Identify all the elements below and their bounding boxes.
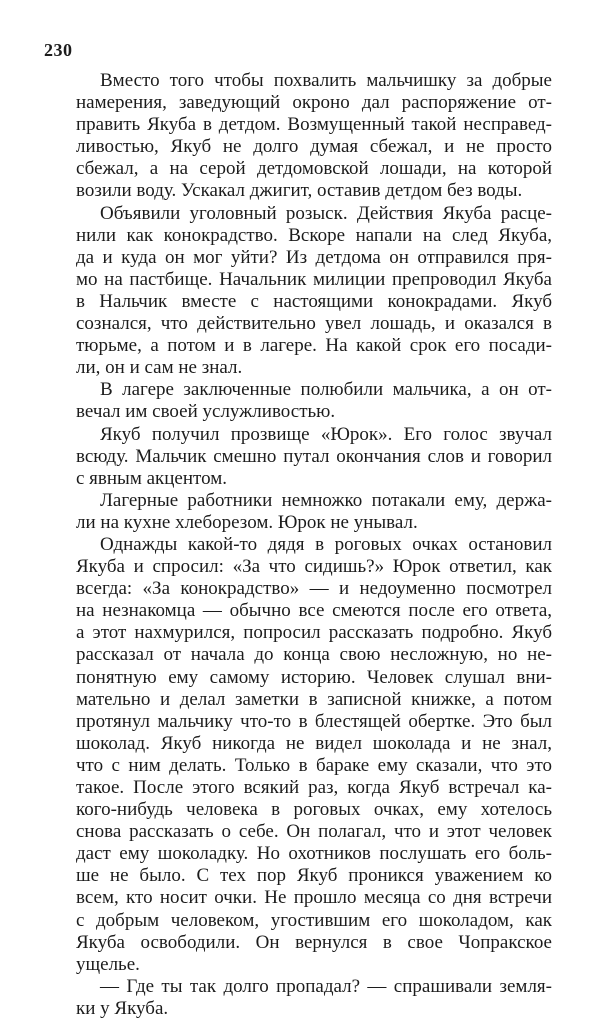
text-line: сознался, что действительно увел лошадь, и оказался в [76, 313, 552, 335]
text-line: — Где ты так долго пропадал? — спрашивали земля- [100, 975, 552, 997]
text-line: на незнакомца — обычно все смеются после его ответа, [76, 600, 552, 622]
text-line: такое. После этого всякий раз, когда Якуб встречал ка- [76, 777, 552, 798]
text-line: ущелье. [76, 953, 140, 975]
text-line: В лагере заключенные полюбили мальчика, а он от- [100, 379, 552, 401]
text-line: кого-нибудь человека в роговых очках, ему хотелось [76, 799, 552, 821]
text-line: протянул мальчику что-то в блестящей обертке. Это был [76, 710, 552, 732]
text-line: шоколад. Якуб никогда не видел шоколада и не знал, [76, 732, 552, 754]
text-line: всегда: «За конокрадство» — и недоуменно посмотрел [76, 578, 552, 600]
text-line: ли на кухне хлеборезом. Юрок не унывал. [76, 511, 418, 533]
text-line: что с ним делать. Только в бараке ему сказали, что это [76, 754, 552, 776]
text-line: вечал им своей услужливостью. [76, 401, 336, 423]
text-line: с добрым человеком, угостившим его шоколадом, как [76, 909, 552, 931]
text-line: Якуба освободили. Он вернулся в свое Чопракское [76, 931, 552, 953]
text-line: мательно и делал заметки в записной книжке, а потом [76, 688, 552, 710]
text-line: править Якуба в детдом. Возмущенный такой несправед- [76, 114, 552, 136]
text-line: намерения, заведующий окроно дал распоряжение от- [76, 92, 552, 114]
text-line: возили воду. Ускакал джигит, оставив детдом без воды. [76, 180, 523, 202]
text-line: Лагерные работники немножко потакали ему, держа- [100, 489, 552, 511]
text-line: да и куда он мог уйти? Из детдома он отправился пря- [76, 246, 552, 268]
text-line: Вместо того чтобы похвалить мальчишку за добрые [100, 70, 552, 91]
body-text [76, 70, 552, 1020]
text-line: Объявили уголовный розыск. Действия Якуба расце- [100, 202, 552, 224]
text-line: в Нальчик вместе с настоящими конокрадами. Якуб [76, 290, 552, 312]
text-line: снова рассказать о себе. Он полагал, что и этот человек [76, 821, 552, 843]
text-line: рассказал от начала до конца свою несложную, но не- [76, 644, 552, 666]
text-line: тюрьме, а потом и в лагере. На какой срок его посади- [76, 335, 552, 357]
text-line: а этот нахмурился, попросил рассказать подробно. Якуб [76, 622, 552, 644]
text-line: ли, он и сам не знал. [76, 357, 243, 379]
text-line: даст ему шоколадку. Но охотников послушать его боль- [76, 843, 552, 865]
text-line: понятную ему самому историю. Человек слушал вни- [76, 666, 552, 688]
text-line: мо на пастбище. Начальник милиции препроводил Якуба [76, 268, 552, 290]
text-line: всем, кто носит очки. Не прошло месяца со дня встречи [76, 887, 552, 909]
text-line: всюду. Мальчик смешно путал окончания слов и говорил [76, 445, 552, 467]
text-line: нили как конокрадство. Вскоре напали на след Якуба, [76, 224, 552, 246]
text-line: ки у Якуба. [76, 997, 169, 1019]
text-line: с явным акцентом. [76, 467, 227, 489]
text-line: ше не было. С тех пор Якуб проникся уважением ко [76, 865, 552, 887]
page-number: 230 [44, 40, 73, 60]
text-line: ливостью, Якуб не долго думая сбежал, и не просто [76, 136, 552, 158]
text-line: Якуб получил прозвище «Юрок». Его голос звучал [100, 423, 552, 445]
text-line: Якуба и спросил: «За что сидишь?» Юрок ответил, как [76, 556, 552, 578]
text-line: сбежал, а на серой детдомовской лошади, на которой [76, 158, 552, 180]
text-line: Однажды какой-то дядя в роговых очках остановил [100, 533, 552, 555]
